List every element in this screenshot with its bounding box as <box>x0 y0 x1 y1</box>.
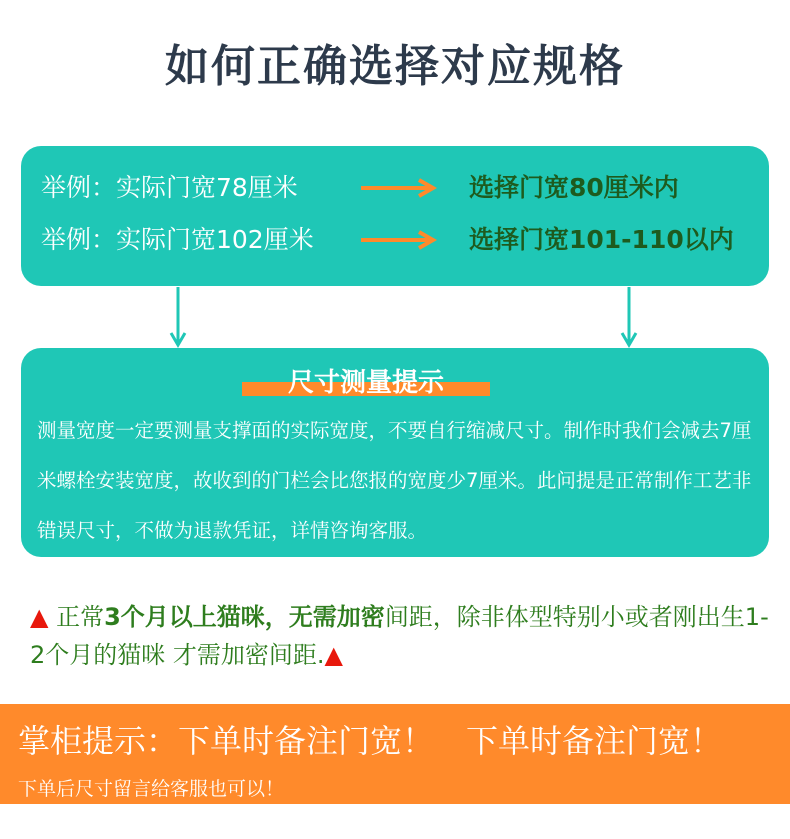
example-right-label: 选择门宽80厘米内 <box>469 173 679 202</box>
down-arrow-icon <box>168 287 188 349</box>
footer-sub: 下单后尺寸留言给客服也可以！ <box>18 778 285 800</box>
footer-banner <box>0 704 790 804</box>
page-title: 如何正确选择对应规格 <box>165 41 625 92</box>
notice-bold: 3个月以上猫咪，无需加密 <box>104 603 385 631</box>
footer-main-part: 掌柜提示：下单时备注门宽！ <box>18 722 435 760</box>
notice-part: 间距，除非体型特别小或者刚出生1-2个月的猫咪 才需加密间距. <box>30 603 769 669</box>
warning-triangle-icon: ▲ <box>324 641 343 669</box>
example-right-label: 选择门宽101-110以内 <box>469 225 734 254</box>
example-row <box>21 218 769 262</box>
example-left-label: 举例：实际门宽102厘米 <box>41 225 314 254</box>
measurement-tip-box <box>21 348 769 557</box>
warning-triangle-icon: ▲ <box>30 603 49 631</box>
example-box <box>21 146 769 286</box>
notice-part: 正常 <box>56 603 105 631</box>
right-arrow-icon <box>361 178 441 198</box>
tip-text: 测量宽度一定要测量支撑面的实际宽度，不要自行缩减尺寸。制作时我们会减去7厘米螺栓安装宽度，故收到的门栏会比您报的宽度少7厘米。此问提是正常制作工艺非错误尺寸，不做为退款凭证，详情咨询客服。 <box>37 419 752 542</box>
down-arrow-icon <box>619 287 639 349</box>
example-left-label: 举例：实际门宽78厘米 <box>41 173 298 202</box>
example-row <box>21 166 769 210</box>
footer-main-part: 下单时备注门宽！ <box>466 722 723 760</box>
notice-text <box>30 598 770 674</box>
tip-heading: 尺寸测量提示 <box>287 368 444 398</box>
footer-main <box>18 716 722 762</box>
right-arrow-icon <box>361 230 441 250</box>
